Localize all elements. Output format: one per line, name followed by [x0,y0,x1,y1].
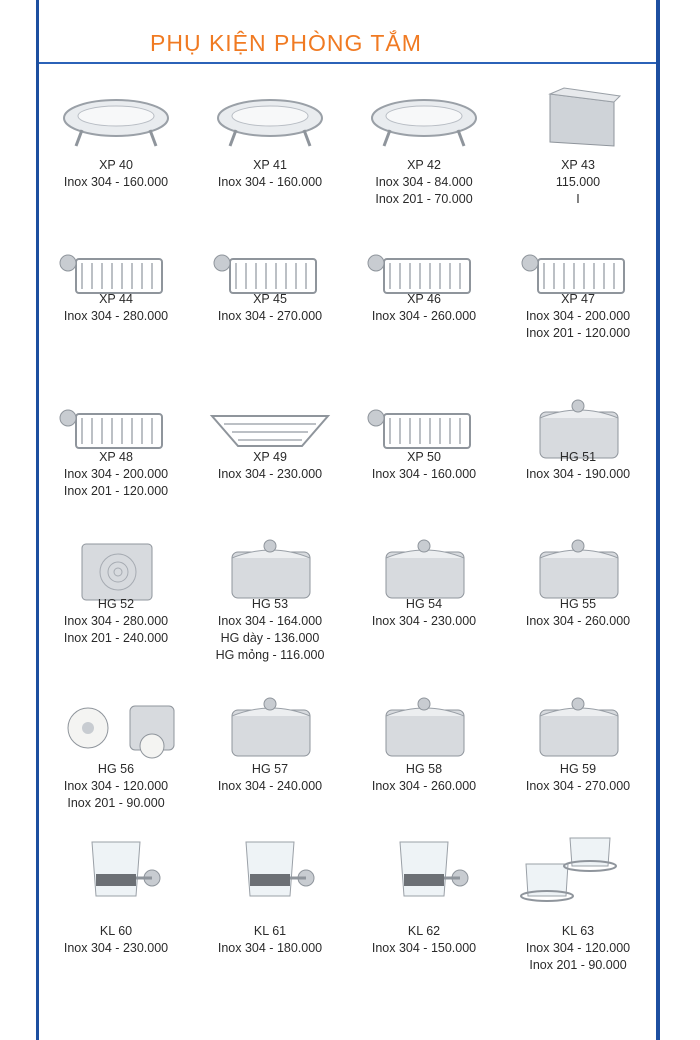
product-price: Inox 304 - 270.000 [217,309,323,323]
soap-box-icon [510,84,646,156]
product-price: Inox 304 - 260.000 [525,614,631,628]
product-price: Inox 201 - 90.000 [67,796,165,810]
product-xp-45 [194,227,346,382]
product-code: KL 63 [561,924,595,938]
product-price: Inox 304 - 160.000 [371,467,477,481]
right-border [656,0,660,1040]
page-title: PHỤ KIỆN PHÒNG TẮM [150,30,422,56]
product-price: Inox 304 - 230.000 [217,467,323,481]
product-xp-42 [348,72,500,227]
product-code: XP 43 [561,158,595,172]
paper-holder-icon [202,534,338,606]
double-glass-holder-icon [510,834,646,906]
product-hg-59 [502,680,654,835]
product-kl-61 [194,822,346,977]
product-price: Inox 304 - 260.000 [371,779,477,793]
product-hg-52 [40,522,192,677]
product-price: Inox 201 - 120.000 [63,484,169,498]
product-price: Inox 304 - 120.000 [63,779,169,793]
product-price: Inox 201 - 240.000 [63,631,169,645]
product-code: HG 54 [405,597,443,611]
soap-dish-icon [202,84,338,156]
product-grid [40,72,656,1032]
product-code: XP 42 [407,158,441,172]
paper-holder-icon [510,534,646,606]
product-kl-62 [348,822,500,977]
product-xp-41 [194,72,346,227]
product-code: KL 62 [407,924,441,938]
product-price: HG mỏng - 116.000 [215,648,325,662]
product-price: I [576,192,580,206]
product-xp-49 [194,382,346,537]
product-price: Inox 304 - 280.000 [63,309,169,323]
product-code: HG 58 [405,762,443,776]
product-code: KL 61 [253,924,287,938]
product-hg-55 [502,522,654,677]
product-price: Inox 304 - 180.000 [217,941,323,955]
product-xp-50 [348,382,500,537]
title-underline [39,62,656,64]
product-hg-54 [348,522,500,677]
product-kl-60 [40,822,192,977]
paper-holder-icon [202,692,338,764]
product-code: XP 46 [407,292,441,306]
product-code: XP 48 [99,450,133,464]
glass-cup-holder-icon [356,834,492,906]
product-price: Inox 304 - 230.000 [371,614,477,628]
product-price: 115.000 [555,175,601,189]
product-hg-57 [194,680,346,835]
product-code: XP 45 [253,292,287,306]
product-code: XP 44 [99,292,133,306]
product-price: Inox 304 - 120.000 [525,941,631,955]
product-code: HG 51 [559,450,597,464]
product-code: XP 40 [99,158,133,172]
product-code: XP 41 [253,158,287,172]
product-code: KL 60 [99,924,133,938]
paper-holder-icon [356,692,492,764]
product-hg-53 [194,522,346,677]
product-price: Inox 304 - 84.000 [375,175,473,189]
product-price: Inox 304 - 280.000 [63,614,169,628]
left-border [36,0,39,1040]
product-code: XP 50 [407,450,441,464]
product-xp-44 [40,227,192,382]
product-code: HG 57 [251,762,289,776]
paper-roll-icon [48,692,184,764]
product-price: Inox 304 - 270.000 [525,779,631,793]
product-code: HG 59 [559,762,597,776]
product-xp-43 [502,72,654,227]
product-xp-47 [502,227,654,382]
glass-cup-holder-icon [48,834,184,906]
paper-box-icon [48,534,184,606]
paper-holder-icon [510,692,646,764]
product-xp-48 [40,382,192,537]
product-price: HG dày - 136.000 [220,631,320,645]
product-price: Inox 304 - 150.000 [371,941,477,955]
product-price: Inox 304 - 160.000 [217,175,323,189]
soap-dish-icon [356,84,492,156]
product-price: Inox 304 - 260.000 [371,309,477,323]
product-xp-40 [40,72,192,227]
paper-holder-icon [356,534,492,606]
product-code: XP 47 [561,292,595,306]
product-code: HG 52 [97,597,135,611]
product-hg-58 [348,680,500,835]
product-hg-51 [502,382,654,537]
product-code: HG 55 [559,597,597,611]
product-price: Inox 304 - 190.000 [525,467,631,481]
glass-cup-holder-icon [202,834,338,906]
product-xp-46 [348,227,500,382]
product-price: Inox 304 - 164.000 [217,614,323,628]
product-code: XP 49 [253,450,287,464]
product-price: Inox 201 - 70.000 [375,192,473,206]
product-hg-56 [40,680,192,835]
product-price: Inox 304 - 230.000 [63,941,169,955]
product-price: Inox 304 - 200.000 [63,467,169,481]
product-price: Inox 304 - 240.000 [217,779,323,793]
product-code: HG 53 [251,597,289,611]
product-code: HG 56 [97,762,135,776]
product-price: Inox 201 - 120.000 [525,326,631,340]
product-price: Inox 304 - 160.000 [63,175,169,189]
soap-dish-icon [48,84,184,156]
product-kl-63 [502,822,654,977]
product-price: Inox 201 - 90.000 [529,958,627,972]
product-price: Inox 304 - 200.000 [525,309,631,323]
